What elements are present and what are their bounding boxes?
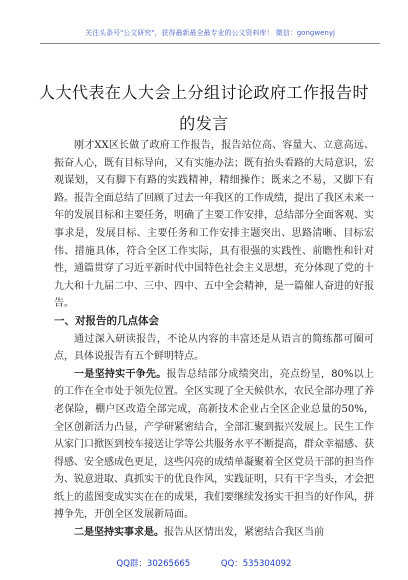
footer-qq: QQ：535304092 (220, 559, 292, 569)
paragraph-point-two (54, 524, 374, 542)
document-title: 人大代表在人大会上分组讨论政府工作报告时 (38, 83, 369, 102)
point-one-text: 报告总结部分成绩突出，亮点纷呈，80%以上的工作在全市处于领先位置。全区实现了全天候供水，农民全部办理了养老保险，棚户区改造全部完成，高新技术企业占全区企业总量的50%，全区创新活力凸显，产学研紧密结合，全部汇聚到振兴发展上。民生工作从家门口掀医到校车接送让学等公共服务水平不断提高，群众幸福感、获得感、安全感成色更足，这些闪亮的成绩单凝聚着全区党员干部的担当作为、锐意进取、真抓实干的优良作风，实践证明，只有干字当头，才会把纸上的蓝图变成实实在在的成果，我们要继续发扬实干担当的好作风，拼搏争先，开创全区发展新局面。 (54, 368, 374, 521)
point-two-lead: 二是坚持实事求是。 (74, 527, 164, 539)
footer-contact (0, 557, 408, 569)
section-heading: 一、对报告的几点体会 (54, 314, 159, 327)
point-one-lead: 一是坚持实干争先。 (74, 368, 167, 380)
footer-qq-group: QQ群：30265665 (116, 559, 191, 569)
header-notice: 关注头条号"公文研究"，获得最新最全最专业的公文资料库！ 微信：gongwenyj (40, 28, 380, 44)
paragraph-summary: 通过深入研读报告，不论从内容的丰富还是从语言的简练都可圈可点，具体说报告有五个鲜明特点。 (54, 333, 374, 363)
paragraph-intro: 刚才XX区长做了政府工作报告，报告站位高、容量大、立意高远、振奋人心，既有目标导向，又有实施办法；既有抬头看路的大局意识，宏观谋划，又有脚下有路的实践精神，精细操作；既来之不易，又脚下有路。报告全面总结了回顾了过去一年我区的工作成绩，提出了我区未来一年的发展目标和主要任务，明确了主要工作安排，总结部分全面客观、实事求是，发展目标、主要任务和工作安排主题突出、思路清晰、目标宏伟、措施具体，符合全区工作实际，具有很强的实践性、前瞻性和针对性，通篇贯穿了习近平新时代中国特色社会主义思想，充分体现了党的十九大和十九届二中、三中、四中、五中全会精神，是一篇催人奋进的好报告。 (54, 140, 374, 310)
point-two-text: 报告从区情出发，紧密结合我区当前 (164, 527, 324, 539)
document-title-continued: 的发言 (179, 114, 229, 133)
document-body (54, 137, 374, 542)
paragraph-point-one (54, 366, 374, 524)
